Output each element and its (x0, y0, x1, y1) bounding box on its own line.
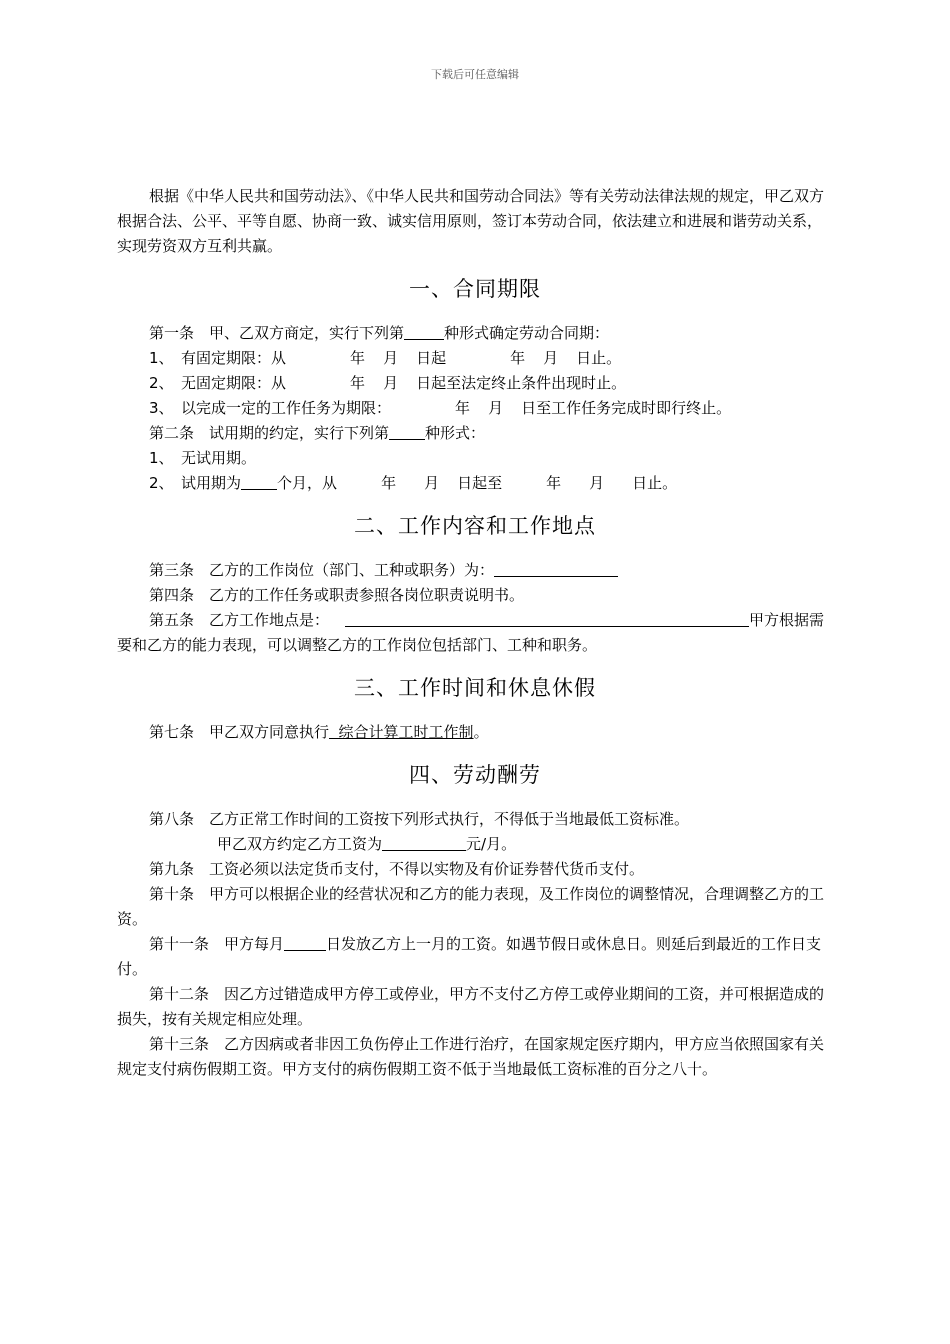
section-title-term: 一、合同期限 (409, 277, 541, 301)
blank-field[interactable] (404, 323, 444, 340)
section-title-pay: 四、劳动酬劳 (409, 763, 541, 787)
page-header-note: 下载后可任意编辑 (431, 68, 519, 81)
article-11: 第十一条 甲方每月 日发放乙方上一月的工资。如遇节假日或休息日。则延后到最近的工作日支付。 (117, 935, 822, 978)
intro-paragraph: 根据《中华人民共和国劳动法》、《中华人民共和国劳动合同法》等有关劳动法律法规的规定，甲乙双方根据合法、公平、平等自愿、协商一致、诚实信用原则，签订本劳动合同，依法建立和进展和谐劳动关系，实现劳资双方互利共赢。 (117, 187, 825, 255)
article-3: 第三条 乙方的工作岗位（部门、工种或职务）为： (117, 558, 833, 583)
contract-body (117, 184, 833, 1082)
term-option-1: 1、 有固定期限：从 年 月 日起 年 月 日止。 (149, 349, 622, 367)
probation-option-2: 2、 试用期为 个月，从 年 月 日起至 年 月 日止。 (149, 474, 678, 492)
article-5: 第五条 乙方工作地点是： 甲方根据需要和乙方的能力表现，可以调整乙方的工作岗位包括部门、工种和职务。 (117, 611, 825, 654)
section-title-work: 二、工作内容和工作地点 (354, 514, 596, 538)
article-13: 第十三条 乙方因病或者非因工负伤停止工作进行治疗，在国家规定医疗期内，甲方应当依照国家有关规定支付病伤假期工资。甲方支付的病伤假期工资不低于当地最低工资标准的百分之八十。 (117, 1035, 825, 1078)
blank-field[interactable] (284, 934, 326, 951)
article-1: 第一条 甲、乙双方商定，实行下列第 种形式确定劳动合同期： (149, 324, 610, 342)
blank-field[interactable] (389, 423, 425, 440)
blank-field[interactable] (241, 473, 277, 490)
article-7: 第七条 甲乙双方同意执行 综合计算工时工作制。 (149, 723, 489, 741)
article-10: 第十条 甲方可以根据企业的经营状况和乙方的能力表现，及工作岗位的调整情况，合理调整乙方的工资。 (117, 885, 825, 928)
article-2: 第二条 试用期的约定，实行下列第 种形式： (149, 424, 486, 442)
article-4: 第四条 乙方的工作任务或职责参照各岗位职责说明书。 (149, 586, 525, 604)
article-12: 第十二条 因乙方过错造成甲方停工或停业，甲方不支付乙方停工或停业期间的工资，并可根据造成的损失，按有关规定相应处理。 (117, 985, 825, 1028)
probation-option-1: 1、 无试用期。 (149, 449, 257, 467)
blank-field[interactable] (345, 610, 749, 627)
article-8-wage: 甲乙双方约定乙方工资为 元/月。 (217, 835, 517, 853)
term-option-3: 3、 以完成一定的工作任务为期限： 年 月 日至工作任务完成时即行终止。 (149, 399, 732, 417)
article-8: 第八条 乙方正常工作时间的工资按下列形式执行，不得低于当地最低工资标准。 (149, 810, 690, 828)
section-title-hours: 三、工作时间和休息休假 (354, 676, 596, 700)
blank-field[interactable] (382, 834, 466, 851)
work-hour-system: 综合计算工时工作制 (329, 723, 474, 741)
article-9: 第九条 工资必须以法定货币支付，不得以实物及有价证券替代货币支付。 (149, 860, 645, 878)
term-option-2: 2、 无固定期限：从 年 月 日起至法定终止条件出现时止。 (149, 374, 627, 392)
blank-field[interactable] (494, 560, 618, 577)
